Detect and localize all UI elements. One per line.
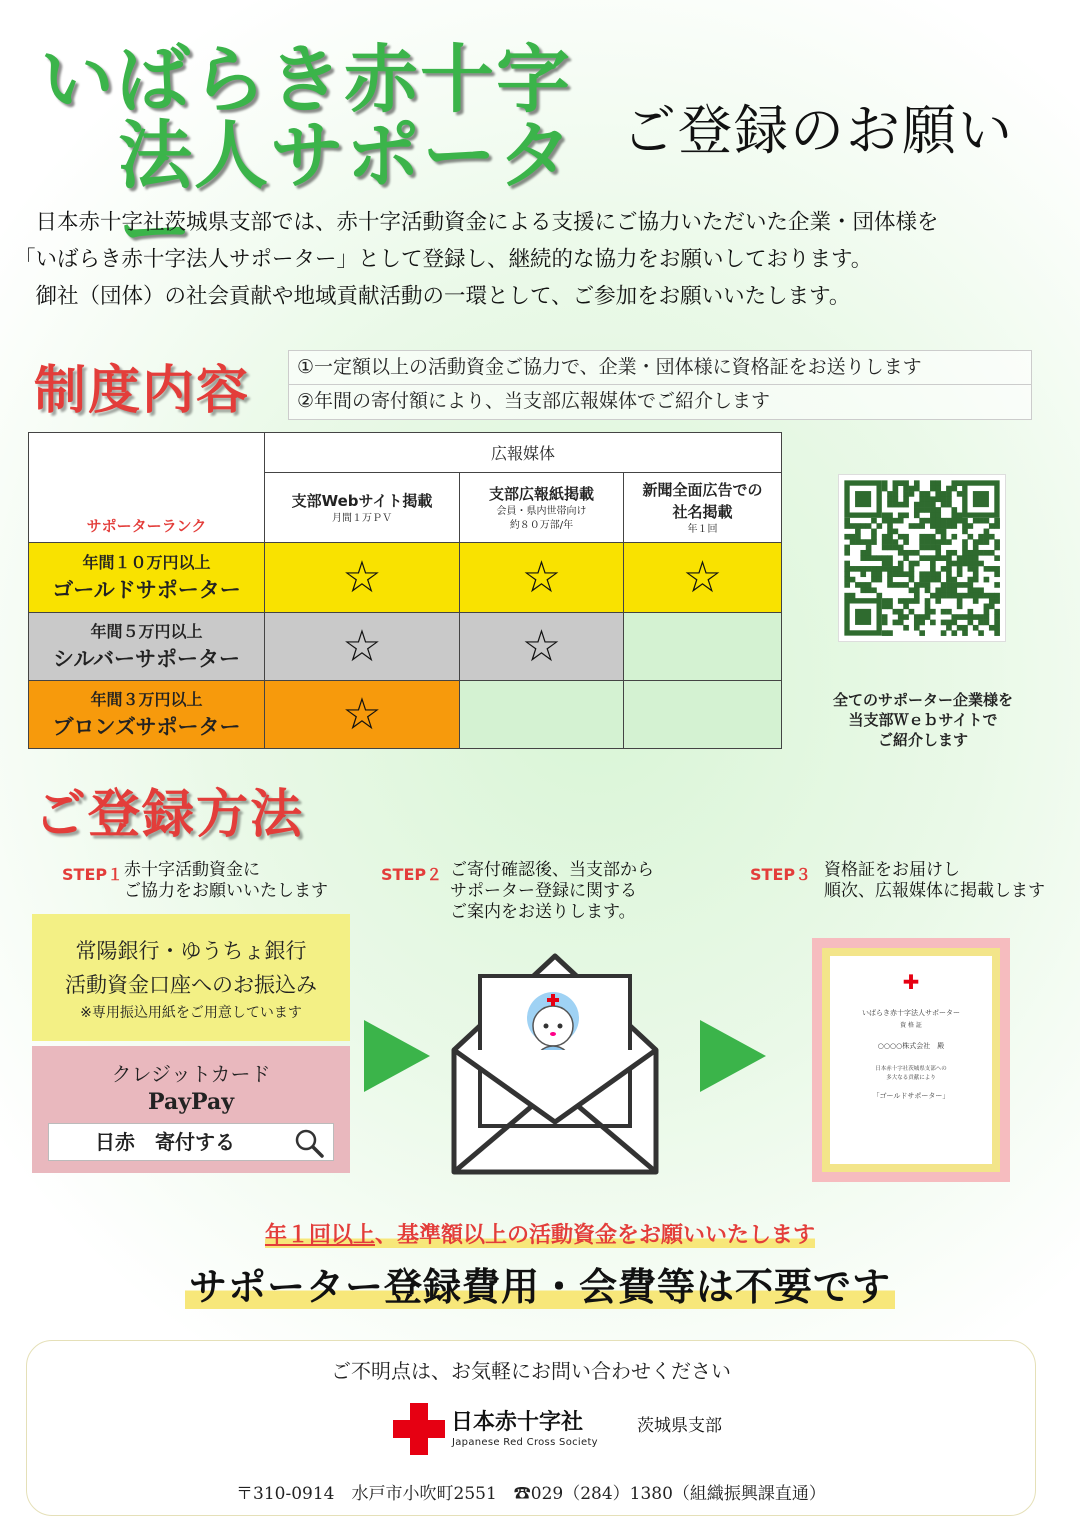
cert-body-line: 多大なる貢献により — [886, 1075, 936, 1081]
title-line1: いばらき赤十字 — [40, 37, 572, 123]
step-text-line: ご案内をお送りします。 — [450, 902, 636, 922]
system-note: ①一定額以上の活動資金ご協力で、企業・団体様に資格証をお送りします — [288, 350, 1032, 385]
benefit-cell-empty — [624, 613, 782, 681]
search-query: 日赤 寄付する — [95, 1130, 235, 1154]
benefit-cell-empty — [624, 681, 782, 749]
arrow-right-icon — [364, 1020, 430, 1096]
column-note: 会員・県内世帯向け 約８０万部/年 — [496, 505, 587, 531]
benefit-cell — [265, 613, 460, 681]
org-name: 日本赤十字社 — [451, 1410, 584, 1435]
red-cross-icon: ✚ — [902, 970, 920, 994]
notice-rest: 、基準額以上の活動資金をお願いいたします — [375, 1223, 816, 1248]
step-text-line: ご協力をお願いいたします — [124, 881, 328, 901]
system-notes — [288, 350, 1032, 420]
system-heading: 制度内容 — [34, 361, 251, 421]
step-text-line: 赤十字活動資金に — [124, 860, 260, 880]
branch-name: 茨城県支部 — [637, 1416, 722, 1436]
rank-cell — [29, 613, 265, 681]
column-note: 月間１万ＰＶ — [332, 512, 392, 524]
step2-label: STEP２ — [381, 865, 443, 884]
step3-text — [824, 860, 1045, 902]
contact-address: 〒310-0914 水戸市小吹町2551 ☎029（284）1380（組織振興課直通） — [236, 1484, 826, 1504]
column-title: 支部Webサイト掲載 — [291, 491, 433, 510]
rank-amount: 年間１０万円以上 — [82, 552, 211, 572]
no-fee-notice — [0, 1256, 1080, 1311]
rank-amount: 年間３万円以上 — [90, 689, 203, 709]
qr-code-icon[interactable] — [838, 474, 1006, 642]
contact-box — [26, 1340, 1036, 1516]
column-newspaper — [624, 473, 782, 543]
rank-table — [28, 432, 782, 749]
card-payment-box — [32, 1046, 350, 1173]
rank-name: ゴールドサポーター — [52, 577, 241, 602]
column-note: 年１回 — [687, 523, 718, 535]
step2-text — [450, 860, 654, 923]
bank-note: ※専用振込用紙をご用意しています — [80, 1005, 302, 1021]
star-icon: ☆ — [682, 551, 723, 603]
benefit-cell — [265, 681, 460, 749]
no-fee-text: サポーター登録費用・会費等は不要です — [185, 1265, 895, 1309]
column-title: 新聞全面広告での 社名掲載 — [642, 480, 763, 521]
rank-row-gold — [29, 543, 782, 613]
red-cross-logo-icon — [393, 1403, 445, 1459]
qr-caption-line: 全てのサポーター企業様を — [832, 691, 1013, 709]
step3-label: STEP３ — [750, 865, 812, 884]
arrow-right-icon — [700, 1020, 766, 1096]
cert-title: いばらき赤十字法人サポーター — [862, 1009, 960, 1017]
minimum-notice — [0, 1218, 1080, 1249]
cert-subtitle: 資 格 証 — [900, 1022, 922, 1029]
media-header: 広報媒体 — [265, 433, 782, 473]
qr-caption — [800, 690, 1046, 750]
org-name-en: Japanese Red Cross Society — [452, 1437, 598, 1448]
step1-text — [124, 860, 328, 902]
bank-line1: 常陽銀行・ゆうちょ銀行 — [75, 939, 307, 963]
intro-line: 日本赤十字社茨城県支部では、赤十字活動資金による支援にご協力いただいた企業・団体様を — [14, 210, 939, 235]
step-text-line: 資格証をお届けし — [824, 860, 960, 880]
rank-cell — [29, 543, 265, 613]
card-line2: PayPay — [148, 1089, 234, 1115]
star-icon: ☆ — [521, 620, 562, 672]
system-note: ②年間の寄付額により、当支部広報媒体でご紹介します — [288, 385, 1032, 420]
card-line1: クレジットカード — [111, 1062, 271, 1086]
column-web — [265, 473, 460, 543]
cert-body-line: 日本赤十字社茨城県支部への — [875, 1066, 947, 1072]
title-line2: 法人サポーター — [118, 113, 574, 275]
step-text-line: サポーター登録に関する — [450, 881, 637, 901]
notice-underlined: 年１回以上 — [264, 1223, 375, 1248]
rank-amount: 年間５万円以上 — [90, 621, 203, 641]
benefit-cell-empty — [460, 681, 624, 749]
rank-label: サポーターランク — [29, 433, 265, 543]
rank-name: ブロンズサポーター — [52, 714, 241, 739]
rank-row-silver — [29, 613, 782, 681]
bank-transfer-box — [32, 914, 350, 1041]
envelope-icon — [450, 950, 660, 1180]
intro-line: 御社（団体）の社会貢献や地域貢献活動の一環として、ご参加をお願いいたします。 — [14, 284, 851, 309]
step-text-line: ご寄付確認後、当支部から — [450, 860, 654, 880]
benefit-cell — [460, 543, 624, 613]
search-icon[interactable] — [293, 1127, 325, 1170]
donation-search-box[interactable] — [48, 1123, 334, 1161]
star-icon: ☆ — [342, 551, 382, 603]
star-icon: ☆ — [342, 688, 382, 740]
star-icon: ☆ — [342, 620, 382, 672]
register-heading: ご登録方法 — [34, 785, 305, 845]
contact-lead: ご不明点は、お気軽にお問い合わせください — [331, 1359, 731, 1383]
qr-caption-line: ご紹介します — [877, 731, 968, 749]
certificate-image — [812, 938, 1010, 1182]
column-newsletter — [460, 473, 624, 543]
cert-body — [830, 1065, 992, 1083]
cert-company: ○○○○株式会社 殿 — [877, 1042, 945, 1050]
rank-name: シルバーサポーター — [52, 646, 240, 671]
intro-text — [14, 204, 1064, 315]
benefit-cell — [460, 613, 624, 681]
qr-caption-line: 当支部Ｗｅｂサイトで — [848, 711, 998, 729]
intro-line: 「いばらき赤十字法人サポーター」として登録し、継続的な協力をお願いしております。 — [14, 247, 873, 272]
bank-line2: 活動資金口座へのお振込み — [65, 973, 317, 997]
cert-rank: 「ゴールドサポーター」 — [872, 1092, 950, 1100]
subtitle: ご登録のお願い — [622, 99, 1014, 162]
benefit-cell — [624, 543, 782, 613]
star-icon: ☆ — [521, 551, 562, 603]
step1-label: STEP１ — [62, 865, 124, 884]
rank-cell — [29, 681, 265, 749]
benefit-cell — [265, 543, 460, 613]
rank-row-bronze — [29, 681, 782, 749]
step-text-line: 順次、広報媒体に掲載します — [824, 881, 1045, 901]
column-title: 支部広報紙掲載 — [488, 484, 594, 503]
